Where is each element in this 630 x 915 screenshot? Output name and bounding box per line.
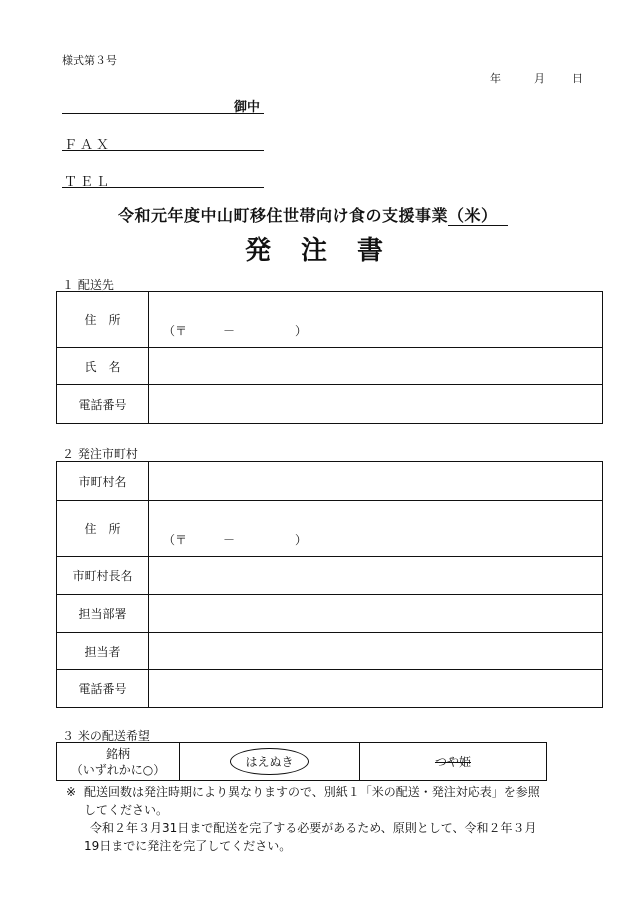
municipality-phone-field[interactable] (149, 670, 603, 708)
fax-label: ＦＡＸ (64, 138, 113, 153)
option-tsuyahime-cell[interactable] (360, 743, 547, 781)
brand-note: （いずれかに○） (70, 762, 166, 777)
form-title-tag: （米） (448, 206, 508, 226)
department-label: 担当部署 (57, 595, 149, 633)
note-line3: 令和２年３月31日まで配送を完了する必要があるため、原則として、令和２年３月 (90, 821, 537, 835)
municipality-address-field[interactable] (149, 501, 603, 557)
tel-label: ＴＥＬ (64, 175, 113, 190)
person-in-charge-field[interactable] (149, 633, 603, 670)
form-title (118, 203, 508, 226)
department-field[interactable] (149, 595, 603, 633)
option-haenuki[interactable]: はえぬき (230, 748, 308, 775)
mayor-name-label: 市町村長名 (57, 557, 149, 595)
municipality-phone-label: 電話番号 (57, 670, 149, 708)
recipient-suffix: 御中 (234, 100, 261, 115)
municipality-table (56, 461, 603, 708)
date-year: 年 (490, 72, 501, 85)
delivery-phone-field[interactable] (149, 385, 603, 424)
note-line2: してください。 (84, 803, 169, 817)
delivery-name-field[interactable] (149, 348, 603, 385)
note-mark: ※ (66, 785, 77, 799)
option-haenuki-cell[interactable] (180, 743, 360, 781)
section3-heading: ３ 米の配送希望 (62, 729, 150, 743)
mayor-name-field[interactable] (149, 557, 603, 595)
municipality-address-label: 住 所 (57, 501, 149, 557)
municipality-postal: （〒 － ） (163, 532, 308, 547)
form-number: 様式第３号 (62, 54, 117, 67)
form-title-text: 令和元年度中山町移住世帯向け食の支援事業 (118, 206, 449, 225)
section2-heading: ２ 発注市町村 (62, 447, 138, 461)
date-month: 月 (534, 72, 545, 85)
brand-label: 銘柄 (105, 746, 130, 761)
date-day: 日 (572, 72, 583, 85)
delivery-address-label: 住 所 (57, 292, 149, 348)
option-tsuyahime[interactable]: つや姫 (434, 755, 471, 769)
municipality-name-field[interactable] (149, 462, 603, 501)
delivery-address-field[interactable] (149, 292, 603, 348)
doc-title: 発 注 書 (244, 236, 385, 266)
person-in-charge-label: 担当者 (57, 633, 149, 670)
delivery-phone-label: 電話番号 (57, 385, 149, 424)
section1-heading: １ 配送先 (62, 278, 114, 292)
rice-brand-table (56, 742, 547, 781)
delivery-name-label: 氏 名 (57, 348, 149, 385)
note-line4: 19日までに発注を完了してください。 (84, 839, 292, 853)
notes (66, 783, 606, 855)
municipality-name-label: 市町村名 (57, 462, 149, 501)
delivery-table (56, 291, 603, 424)
delivery-postal: （〒 － ） (163, 323, 308, 338)
brand-label-cell (57, 743, 180, 781)
note-line1: 配送回数は発注時期により異なりますので、別紙１「米の配送・発注対応表」を参照 (84, 785, 540, 799)
